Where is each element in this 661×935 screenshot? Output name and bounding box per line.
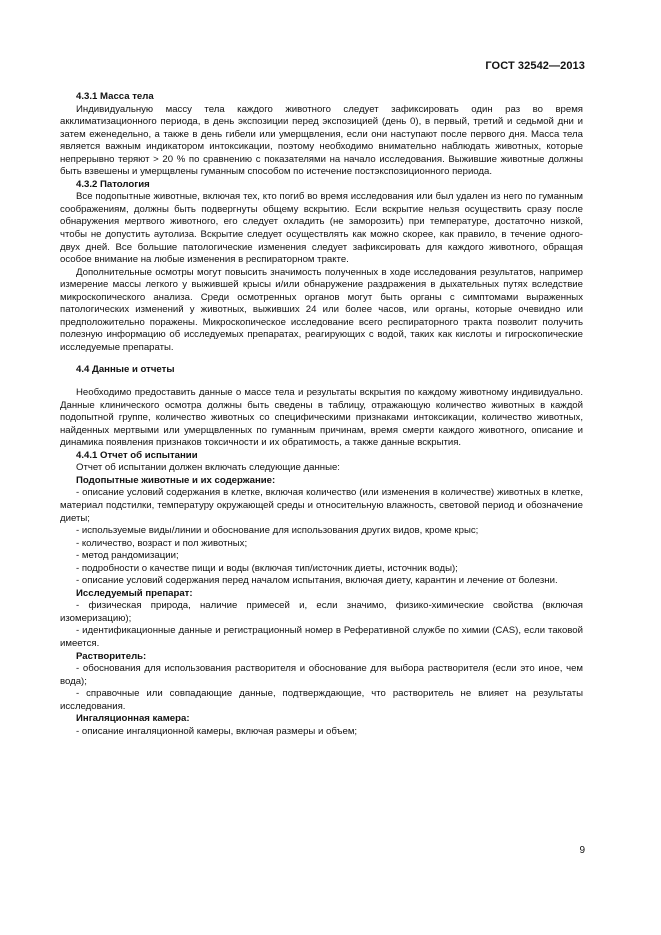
- subheading-substance: Исследуемый препарат:: [76, 587, 193, 599]
- heading-4-4: 4.4 Данные и отчеты: [76, 364, 175, 376]
- list-item: - подробности о качестве пищи и воды (включая тип/источник диеты, источник воды);: [76, 562, 458, 574]
- subheading-chamber: Ингаляционная камера:: [76, 713, 190, 725]
- list-item: - обоснования для использования растворителя и обоснование для выбора растворителя (если это иное, чем вода);: [60, 663, 583, 687]
- list-item: - количество, возраст и пол животных;: [76, 537, 248, 549]
- subheading-animals: Подопытные животные и их содержание:: [76, 474, 276, 486]
- paragraph: Все подопытные животные, включая тех, кто погиб во время исследования или был удален из него по гуманным соображениям, должны быть подвергнуты общему вскрытию. Если вскрытие нельзя осуществить сразу после обнаружения мертвого животного, его следует охладить (не заморозить) при температуре, достаточно низкой, чтобы не допустить аутолиза. Вскрытие следует осуществлять как можно скорее, как правило, в течение одного-двух дней. Все большие патологические изменения следует зафиксировать для каждого животного, обращая особое внимание на любые изменения в респираторном тракте.: [60, 191, 583, 266]
- heading-4-4-1: 4.4.1 Отчет об испытании: [76, 449, 198, 461]
- paragraph: Отчет об испытании должен включать следующие данные:: [76, 462, 340, 474]
- list-item: - физическая природа, наличие примесей и, если значимо, физико-химические свойства (включая изомеризацию);: [60, 600, 583, 624]
- heading-4-3-1: 4.3.1 Масса тела: [76, 91, 154, 102]
- heading-4-3-2: 4.3.2 Патология: [76, 178, 150, 190]
- document-code: ГОСТ 32542—2013: [485, 60, 585, 72]
- list-item: - справочные или совпадающие данные, подтверждающие, что растворитель не влияет на результаты исследования.: [60, 688, 583, 712]
- page-number: 9: [579, 845, 585, 856]
- list-item: - используемые виды/линии и обоснование для использования других видов, кроме крыс;: [76, 525, 479, 537]
- list-item: - идентификационные данные и регистрационный номер в Реферативной службе по химии (CAS), если таковой имеется.: [60, 625, 583, 649]
- list-item: - описание условий содержания в клетке, включая количество (или изменения в количестве) животных в клетке, материал подстилки, температуру окружающей среды и относительную влажность, световой период и обозначение диеты;: [60, 487, 583, 524]
- list-item: - описание условий содержания перед началом испытания, включая диету, карантин и лечение от болезни.: [76, 575, 558, 587]
- subheading-solvent: Растворитель:: [76, 650, 147, 662]
- paragraph: Дополнительные осмотры могут повысить значимость полученных в ходе исследования результатов, например измерение массы легкого у выжившей крысы и/или обнаружение раздражения в дыхательных путях вследствие микроскопического анализа. Среди осмотренных органов могут быть органы с симптомами выраженных патологических изменений у животных, выживших 24 или более часов, или органы, которые очевидно или предположительно поражены. Микроскопическое исследование всего респираторного тракта позволит получить полезную информацию об исследуемых препаратах, реагирующих с водой, таких как кислоты и гигроскопические исследуемые препараты.: [60, 266, 583, 353]
- paragraph: Необходимо предоставить данные о массе тела и результаты вскрытия по каждому животному индивидуально. Данные клинического осмотра должны быть сведены в таблицу, отражающую количество животных в каждой подопытной группе, количество животных со специфическими признаками интоксикации, количество животных, найденных мертвыми или умерщвленных по гуманным причинам, время смерти каждого животного, описание и динамика появления признаков токсичности и их обратимость, а также данные вскрытия.: [60, 387, 583, 449]
- paragraph: Индивидуальную массу тела каждого животного следует зафиксировать один раз во время акклиматизационного периода, в день экспозиции перед экспозицией (день 0), в первый, третий и седьмой дни и затем еженедельно, а также в день гибели или умерщвления, если они наступают после первого дня. Масса тела является важным индикатором интоксикации, поэтому необходимо внимательно наблюдать животных, которые непрерывно теряют > 20 % по сравнению с показателями на начало исследования. Выжившие животные должны быть взвешены и умерщвлены гуманным способом по истечение постэкспозиционного периода.: [60, 103, 583, 178]
- page-content: [60, 91, 583, 738]
- list-item: - метод рандомизации;: [76, 550, 179, 562]
- list-item: - описание ингаляционной камеры, включая размеры и объем;: [76, 725, 358, 737]
